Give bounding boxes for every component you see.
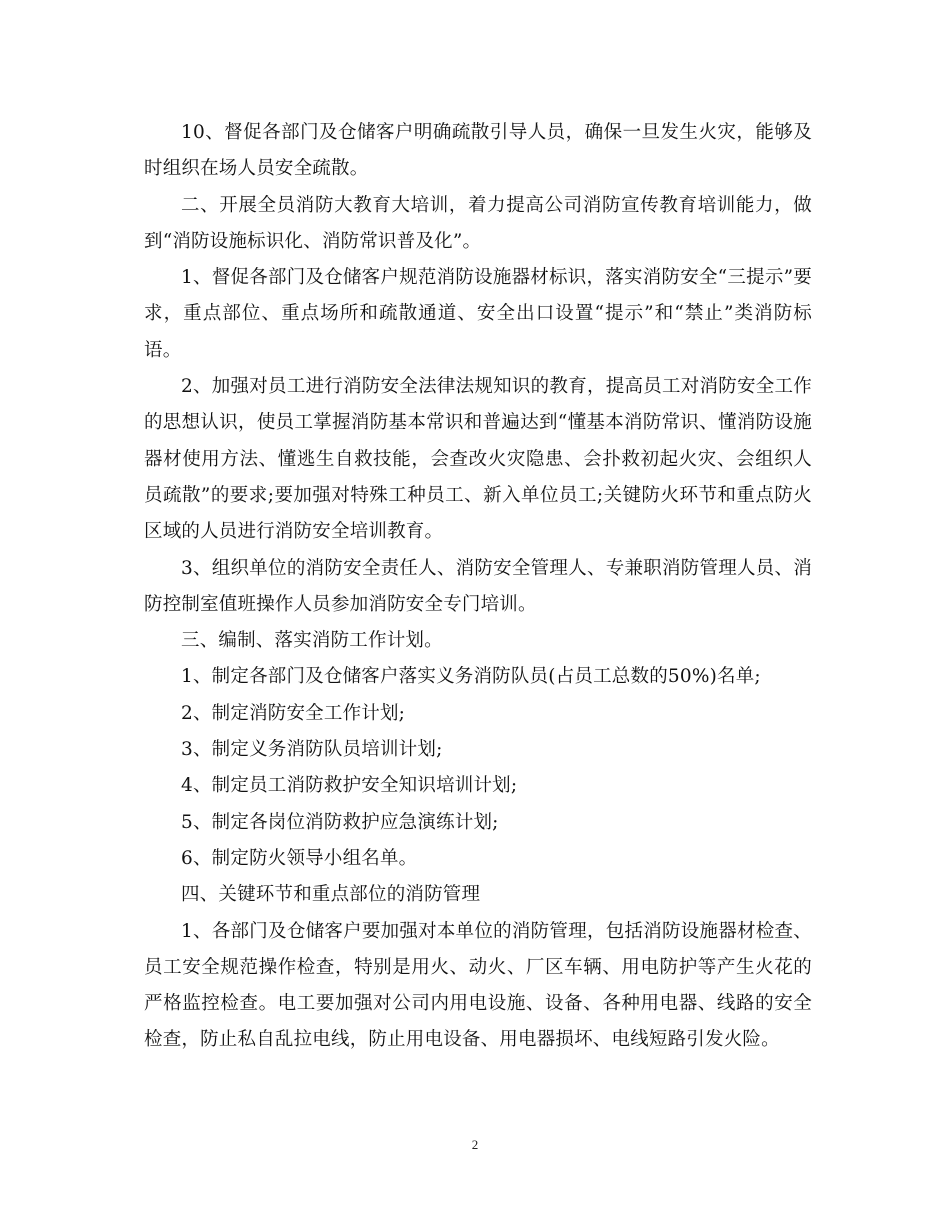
page-number: 2: [471, 1137, 479, 1152]
list-item: 5、制定各岗位消防救护应急演练计划;: [181, 811, 499, 833]
section-heading-3: 三、编制、落实消防工作计划。: [181, 630, 443, 652]
paragraph-item-1: 1、督促各部门及仓储客户规范消防设施器材标识，落实消防安全“三提示”要求，重点部位、重点场所和疏散通道、安全出口设置“提示”和“禁止”类消防标语。: [144, 267, 812, 361]
paragraph-item-2: 2、加强对员工进行消防安全法律法规知识的教育，提高员工对消防安全工作的思想认识，使员工掌握消防基本常识和普遍达到“懂基本消防常识、懂消防设施器材使用方法、懂逃生自救技能，会查改火灾隐患、会扑救初起火灾、会组织人员疏散”的要求;要加强对特殊工种员工、新入单位员工;关键防火环节和重点防火区域的人员进行消防安全培训教育。: [144, 376, 812, 543]
list-item: 1、制定各部门及仓储客户落实义务消防队员(占员工总数的50%)名单;: [181, 666, 761, 688]
paragraph-item-1-management: 1、各部门及仓储客户要加强对本单位的消防管理，包括消防设施器材检查、员工安全规范操作检查，特别是用火、动火、厂区车辆、用电防护等产生火花的严格监控检查。电工要加强对公司内用电设施、设备、各种用电器、线路的安全检查，防止私自乱拉电线，防止用电设备、用电器损坏、电线短路引发火险。: [144, 920, 812, 1051]
section-heading-2: 二、开展全员消防大教育大培训，着力提高公司消防宣传教育培训能力，做到“消防设施标识化、消防常识普及化”。: [144, 194, 812, 252]
document-body: [144, 115, 812, 1059]
section-heading-4: 四、关键环节和重点部位的消防管理: [181, 884, 481, 906]
list-item: 4、制定员工消防救护安全知识培训计划;: [181, 775, 518, 797]
list-item: 2、制定消防安全工作计划;: [181, 702, 406, 724]
paragraph-item-3: 3、组织单位的消防安全责任人、消防安全管理人、专兼职消防管理人员、消防控制室值班操作人员参加消防安全专门培训。: [144, 557, 812, 615]
paragraph-item-10: 10、督促各部门及仓储客户明确疏散引导人员，确保一旦发生火灾，能够及时组织在场人员安全疏散。: [144, 122, 812, 180]
list-item: 6、制定防火领导小组名单。: [181, 847, 418, 869]
list-item: 3、制定义务消防队员培训计划;: [181, 739, 443, 761]
